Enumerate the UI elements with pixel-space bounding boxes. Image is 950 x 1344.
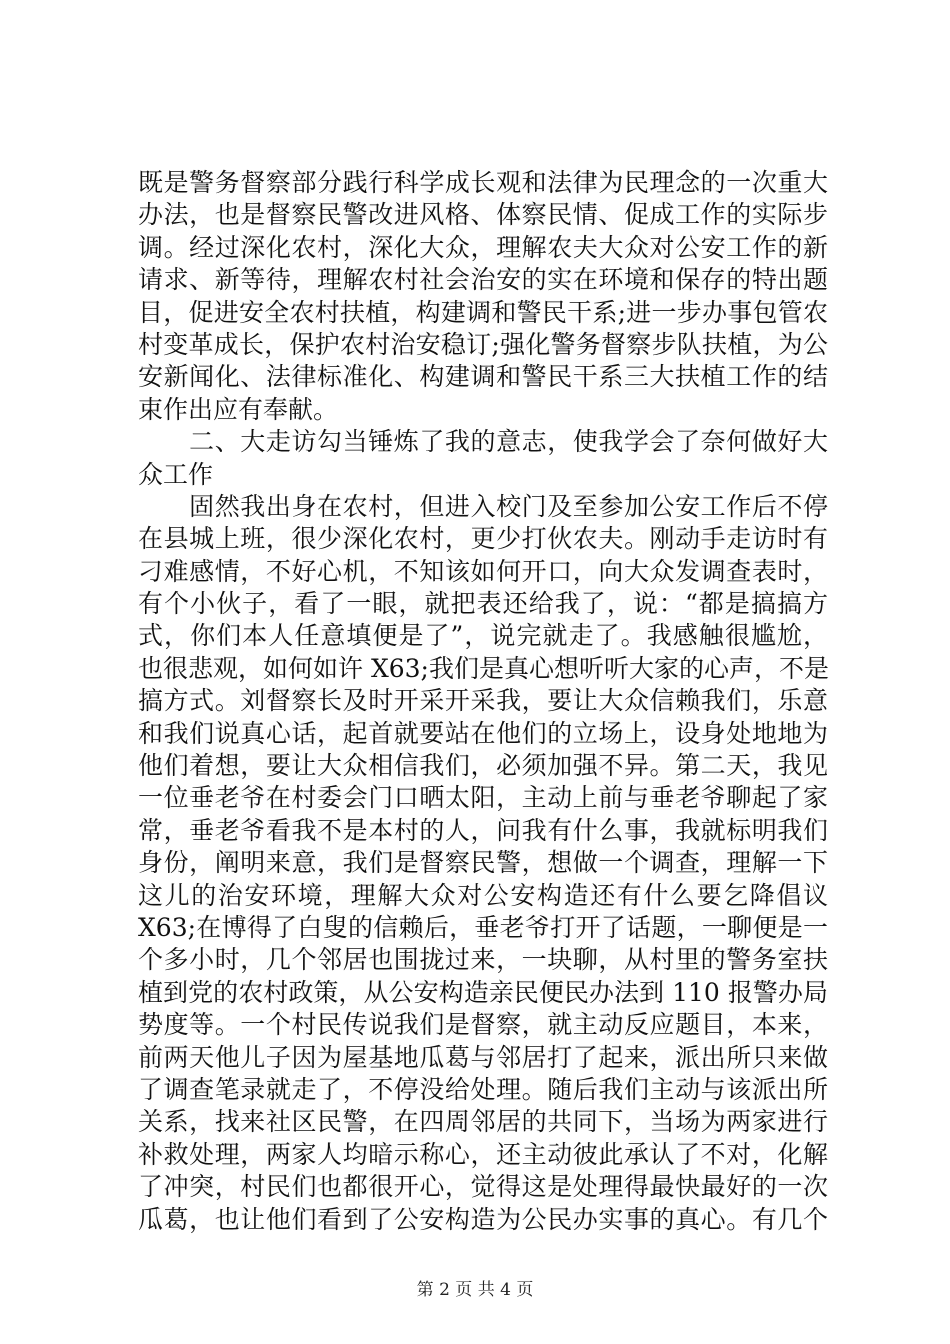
text-line: 既是警务督察部分践行科学成长观和法律为民理念的一次重大 bbox=[138, 168, 828, 197]
text-line: 势度等。一个村民传说我们是督察，就主动反应题目，本来， bbox=[138, 1010, 828, 1040]
text-line: 前两天他儿子因为屋基地瓜葛与邻居打了起来，派出所只来做 bbox=[138, 1042, 828, 1072]
text-line: 安新闻化、法律标准化、构建调和警民干系三大扶植工作的结 bbox=[138, 362, 828, 392]
text-line: 式，你们本人任意填便是了”，说完就走了。我感触很尴尬， bbox=[138, 621, 828, 651]
text-line: 身份，阐明来意，我们是督察民警，想做一个调查，理解一下 bbox=[138, 848, 828, 878]
text-line: 个多小时，几个邻居也围拢过来，一块聊，从村里的警务室扶 bbox=[138, 945, 828, 975]
text-line: 了调查笔录就走了，不停没给处理。随后我们主动与该派出所 bbox=[138, 1074, 828, 1104]
text-line: 了冲突，村民们也都很开心，觉得这是处理得最快最好的一次 bbox=[138, 1172, 828, 1202]
text-line: 搞方式。刘督察长及时开采开采我，要让大众信赖我们，乐意 bbox=[138, 686, 828, 716]
text-line: 一位垂老爷在村委会门口晒太阳，主动上前与垂老爷聊起了家 bbox=[138, 783, 828, 813]
text-line: 有个小伙子，看了一眼，就把表还给我了，说：“都是搞搞方 bbox=[138, 589, 828, 619]
text-line: 在县城上班，很少深化农村，更少打伙农夫。刚动手走访时有 bbox=[138, 524, 828, 554]
text-line: X63;在博得了白叟的信赖后，垂老爷打开了话题，一聊便是一 bbox=[138, 912, 828, 942]
text-line: 植到党的农村政策，从公安构造亲民便民办法到 110 报警办局 bbox=[138, 977, 828, 1007]
text-line: 关系，找来社区民警，在四周邻居的共同下，当场为两家进行 bbox=[138, 1107, 828, 1137]
text-line: 固然我出身在农村，但进入校门及至参加公安工作后不停 bbox=[138, 491, 828, 521]
text-line: 办法，也是督察民警改进风格、体察民情、促成工作的实际步 bbox=[138, 200, 828, 230]
text-line: 众工作 bbox=[138, 459, 214, 489]
page-footer: 第 2 页 共 4 页 bbox=[416, 1280, 534, 1300]
body-text bbox=[138, 167, 828, 1236]
text-line: 和我们说真心话，起首就要站在他们的立场上，设身处地地为 bbox=[138, 718, 828, 748]
text-line: 瓜葛，也让他们看到了公安构造为公民办实事的真心。有几个 bbox=[138, 1204, 828, 1234]
text-line: 刁难感情，不好心机，不知该如何开口，向大众发调查表时， bbox=[138, 556, 828, 586]
text-line: 这儿的治安环境，理解大众对公安构造还有什么要乞降倡议 bbox=[138, 880, 828, 910]
text-line: 他们着想，要让大众相信我们，必须加强不异。第二天，我见 bbox=[138, 751, 828, 781]
text-line: 请求、新等待，理解农村社会治安的实在环境和保存的特出题 bbox=[138, 265, 828, 295]
text-line: 也很悲观，如何如许 X63;我们是真心想听听大家的心声，不是 bbox=[138, 653, 829, 683]
text-line: 目，促进安全农村扶植，构建调和警民干系;进一步办事包管农 bbox=[138, 297, 828, 327]
text-line: 调。经过深化农村，深化大众，理解农夫大众对公安工作的新 bbox=[138, 232, 828, 262]
text-line: 补救处理，两家人均暗示称心，还主动彼此承认了不对，化解 bbox=[138, 1139, 828, 1169]
text-line: 束作出应有奉献。 bbox=[138, 394, 339, 424]
text-line: 常，垂老爷看我不是本村的人，问我有什么事，我就标明我们 bbox=[138, 815, 828, 845]
text-line: 村变革成长，保护农村治安稳订;强化警务督察步队扶植，为公 bbox=[138, 329, 828, 359]
text-line: 二、大走访勾当锤炼了我的意志，使我学会了奈何做好大 bbox=[138, 427, 828, 457]
